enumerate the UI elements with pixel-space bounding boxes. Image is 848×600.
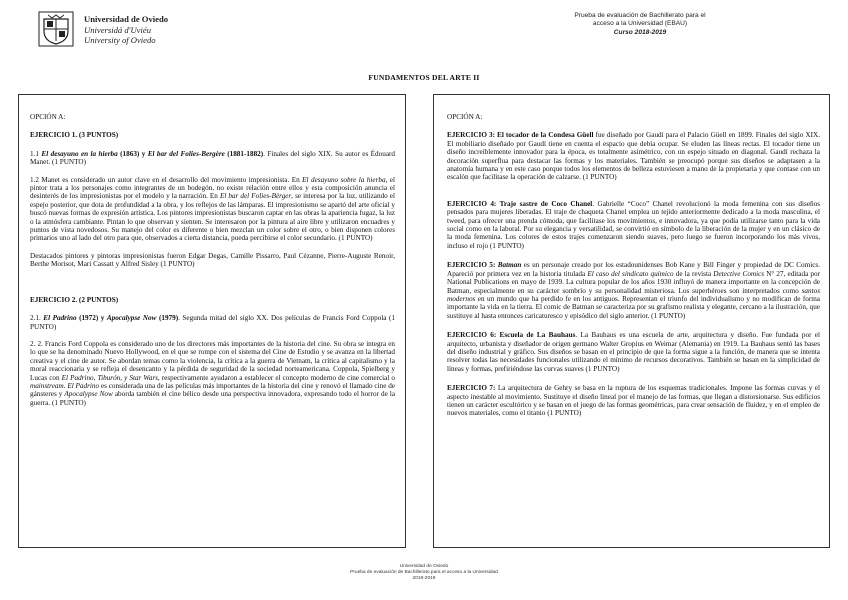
- answer-text: 1.2 Manet es considerado un autor clave en el desarrollo del movimiento impresionista. En: [30, 175, 303, 184]
- answer-text: es un personaje creado por los estadounidenses Bob Kane y Bill Finger y propiedad de DC Comics. Apareció por primera vez en la historia titulada: [447, 261, 820, 278]
- exercise-5-title: EJERCICIO 5:: [447, 261, 498, 270]
- university-name-es: Universidad de Oviedo: [84, 14, 169, 24]
- page-title: FUNDAMENTOS DEL ARTE II: [368, 73, 480, 82]
- answer-text: , el pintor trata a los personajes como integrantes de un bodegón, no existe relación entre ellos y esta composición anuncia el desinterés de los impresionistas por el modelo y la narración. En: [30, 175, 395, 201]
- artwork-title: El bar del Folies-Bergère: [147, 149, 225, 158]
- comic-story-title: El caso del sindicato químico: [587, 269, 674, 278]
- film-title: Apocalypse Now: [106, 314, 157, 323]
- answer-text: , respectivamente ayudaron a establecer el concepto moderno de cine comercial o: [157, 373, 396, 382]
- footer-line2: Prueba de evaluación de Bachillerato para el acceso a la Universidad: [350, 570, 498, 576]
- page-footer: [0, 564, 848, 583]
- film-title: El Padrino, Tiburón, y Star Wars: [61, 373, 158, 382]
- exercise-6-title: EJERCICIO 6: Escuela de La Bauhaus: [447, 331, 576, 340]
- answer-text: N° 27, editada por National Publications en mayo de 1939. La cultura popular de los años 1930 influyó de manera importante en la concepción de Batman, especialmente en su carácter sombrío y su personalidad misteriosa. Los superhéroes son interpretados como: [447, 269, 820, 295]
- film-title: Apocalypse Now: [64, 390, 113, 399]
- footer-line1: Universidad de Oviedo: [399, 564, 449, 569]
- exercise-2-title: EJERCICIO 2. (2 PUNTOS): [30, 295, 119, 304]
- answer-text: de la revista: [673, 269, 714, 278]
- left-option-label: OPCIÓN A:: [30, 113, 66, 121]
- footer-line3: 2018-2019: [412, 576, 436, 582]
- right-option-label: OPCIÓN A:: [447, 113, 483, 121]
- film-date: (1979): [156, 314, 179, 323]
- answer-1-3: Destacados pintores y pintoras impresionistas fueron Edgar Degas, Camille Pissarro, Paul Cézanne, Pierre-Auguste Renoir, Berthe Morisot, Mari Cassatt y Alfred Sisley (1 PUNTO): [30, 251, 395, 269]
- university-name-ast: Universidá d'Uviéu: [84, 24, 151, 35]
- film-title: El Padrino: [43, 314, 77, 323]
- answer-2-2: [30, 340, 395, 407]
- answer-text: .: [63, 381, 68, 390]
- term: santos modernos: [447, 286, 820, 303]
- answer-1-1: [30, 150, 395, 167]
- answer-text: aborda también el cine bélico desde una perspectiva innovadora, expresando todo el horror de la guerra. (1 PUNTO): [30, 390, 396, 407]
- term: mainstream: [30, 381, 64, 390]
- artwork-title: El desayuno en la hierba: [41, 149, 118, 158]
- exercise-4: [447, 200, 820, 250]
- answer-text: fue diseñado por Gaudí para el Palacio Güell en 1899. Finales del siglo XIX. El mobiliario diseñado por Gaudí tiene en cuenta el espacio que debía ocupar. Se eluden las líneas rectas. El tocador tiene un diseño increíblemente innovador para la época, es totalmente asimétrico, con un espejo situado en diagonal. Gaudí rechaza la decoración superflua para destacar las formas y los materiales. También se preocupó porque sus diseños se adaptasen a la anatomía humana y en este caso porque todos los elementos de belleza estuviesen a mano de la propietaria y que contase con un escalón que facilitase la operación de calzarse. (1 PUNTO): [447, 131, 820, 182]
- answer-1-2: [30, 176, 395, 243]
- answer-text: en un mundo que ha perdido fe en los antiguos. Representan el triunfo del individualismo y no modifican de forma importante la vida en la tierra. El comic de Batman se caracteriza por su grafismo realista y elegante, cercano a la ilustración, que sustituye al hasta entonces caricaturesco y episódico del siglo anterior. (1 PUNTO): [447, 294, 820, 320]
- answer-text: es considerada una de las películas más importantes de la historia del cine y renovó el llamado cine de gánsteres y: [30, 381, 395, 399]
- film-date: (1972) y: [76, 314, 107, 323]
- answer-text: . La Bauhaus es una escuela de arte, arquitectura y diseño. Fue fundada por el arquitecto, urbanista y diseñador de origen germano Walter Gropius en Weimar (Alemania) en 1919. La Bauhaus sentó las bases del diseño industrial y gráfico. Sus diseños se basan en el principio de que la forma sigue a la función, de manera que se intenta resolver todas las necesidades funcionales utilizando el mínimo de recursos decorativos. También se basan en la simplicidad de líneas y formas, prefiriéndose las curvas suaves (1 PUNTO): [447, 331, 820, 373]
- exercise-3-title: EJERCICIO 3: El tocador de la Condesa Güell: [447, 131, 594, 140]
- exercise-7-title: EJERCICIO 7:: [447, 384, 496, 393]
- answer-text: . Segunda mitad del siglo XX. Dos películas de Francis Ford Coppola (1 PUNTO): [30, 314, 395, 331]
- university-name-en: University of Oviedo: [84, 35, 156, 45]
- answer-2-1-num: 2.1.: [30, 314, 44, 323]
- answer-text: 2. 2. Francis Ford Coppola es considerado uno de los directores más importantes de la historia del cine. Su obra se integra en lo que se ha denominado Nuevo Hollywood, en el que se rompe con el sistema del Cine de Estudio y se avanza en la libertad creativa y el cine de autor. Se abordan temas como la violencia, la crítica a la guerra de Vietnam, la crítica al capitalismo y la moral reaccionaria y se refleja el desencanto y la pérdida de seguridad de la sociedad norteamericana. Coppola, Spielberg y Lucas con: [30, 339, 395, 382]
- university-seal-icon: [38, 11, 74, 47]
- university-name-block: [84, 14, 168, 46]
- artwork-date: (1881-1882): [224, 149, 264, 158]
- exercise-1-title: EJERCICIO 1. (3 PUNTOS): [30, 131, 119, 140]
- exercise-6: [447, 331, 820, 373]
- left-answer-box: [18, 94, 406, 548]
- answer-text: , se interesa por la luz, utilizando el espejo posterior, que dota de profundidad a la obra, y los reflejos de las lámparas. El impresionismo se apartó del arte oficial y buscó nuevas formas de expresión artística. Los pintores impresionistas buscaron captar en las obras la apariencia fugaz, la luz o la atmósfera cambiante. Pintan lo que observan y sienten. Se interesaron por la pintura al aire libre y utilizaron encuadres y puntos de vista novedosos. Su manejo del color es diferente o bien mezclan un color sobre el otro, o bien disponen colores primarios uno al lado del otro para que, observados a cierta distancia, pueda percibirse el color secundario. (1 PUNTO): [30, 192, 395, 243]
- magazine-title: Detective Comics: [713, 269, 765, 278]
- exercise-5: [447, 261, 820, 320]
- answer-text: . Finales del siglo XIX. Su autor es Édouard Manet. (1 PUNTO): [30, 149, 395, 167]
- exercise-4-title: EJERCICIO 4: Traje sastre de Coco Chanel: [447, 199, 593, 208]
- answer-2-1: [30, 314, 395, 331]
- artwork-title: El bar del Folies-Bèrger: [219, 192, 292, 201]
- exam-course: Curso 2018-2019: [613, 28, 667, 36]
- answer-text: La arquitectura de Gehry se basa en la ruptura de los esquemas tradicionales. Impone las formas curvas y el aspecto inestable al movimiento. Sustituye el diseño lineal por el manejo de las formas, que llegan a distorsionarse. Sus edificios tienen un carácter escultórico y se basan en el juego de las formas geométricas, para crear sensación de fluidez, y en el empleo de nuevos materiales, como el titanio (1 PUNTO): [447, 384, 820, 418]
- artwork-title: El desayuno sobre la hierba: [302, 175, 386, 184]
- artwork-date: (1863) y: [117, 149, 148, 158]
- exercise-3: [447, 131, 820, 181]
- film-title: El Padrino: [67, 381, 100, 390]
- right-answer-box: [433, 94, 830, 548]
- exam-header-line1: Prueba de evaluación de Bachillerato para el: [574, 12, 706, 19]
- comic-title: Batman: [497, 261, 522, 270]
- exam-header-line2: acceso a la Universidad (EBAU): [592, 20, 688, 28]
- exercise-7: [447, 384, 820, 418]
- exam-header: [550, 12, 730, 37]
- answer-text: . Gabrielle “Coco” Chanel revolucionó la moda femenina con sus diseños pensados para mujeres liberadas. El traje de chaqueta Chanel emplea un tejido anteriormente dedicado a la moda masculina, el tweed, para ofrecer una prenda cómoda, que facilitase los movimientos, e innovadora, ya que podía utilizarse tanto para la vida social como en la laboral. Por su elegancia y versatilidad, se convirtió en símbolo de la liberación de la mujer y en un clásico de la moda femenina. Los colores de estos trajes comenzaron siendo suaves, pero luego se fueron incorporando los más vivos, incluso el rojo (1 PUNTO): [447, 199, 820, 250]
- answer-1-1-num: 1.1: [30, 149, 42, 158]
